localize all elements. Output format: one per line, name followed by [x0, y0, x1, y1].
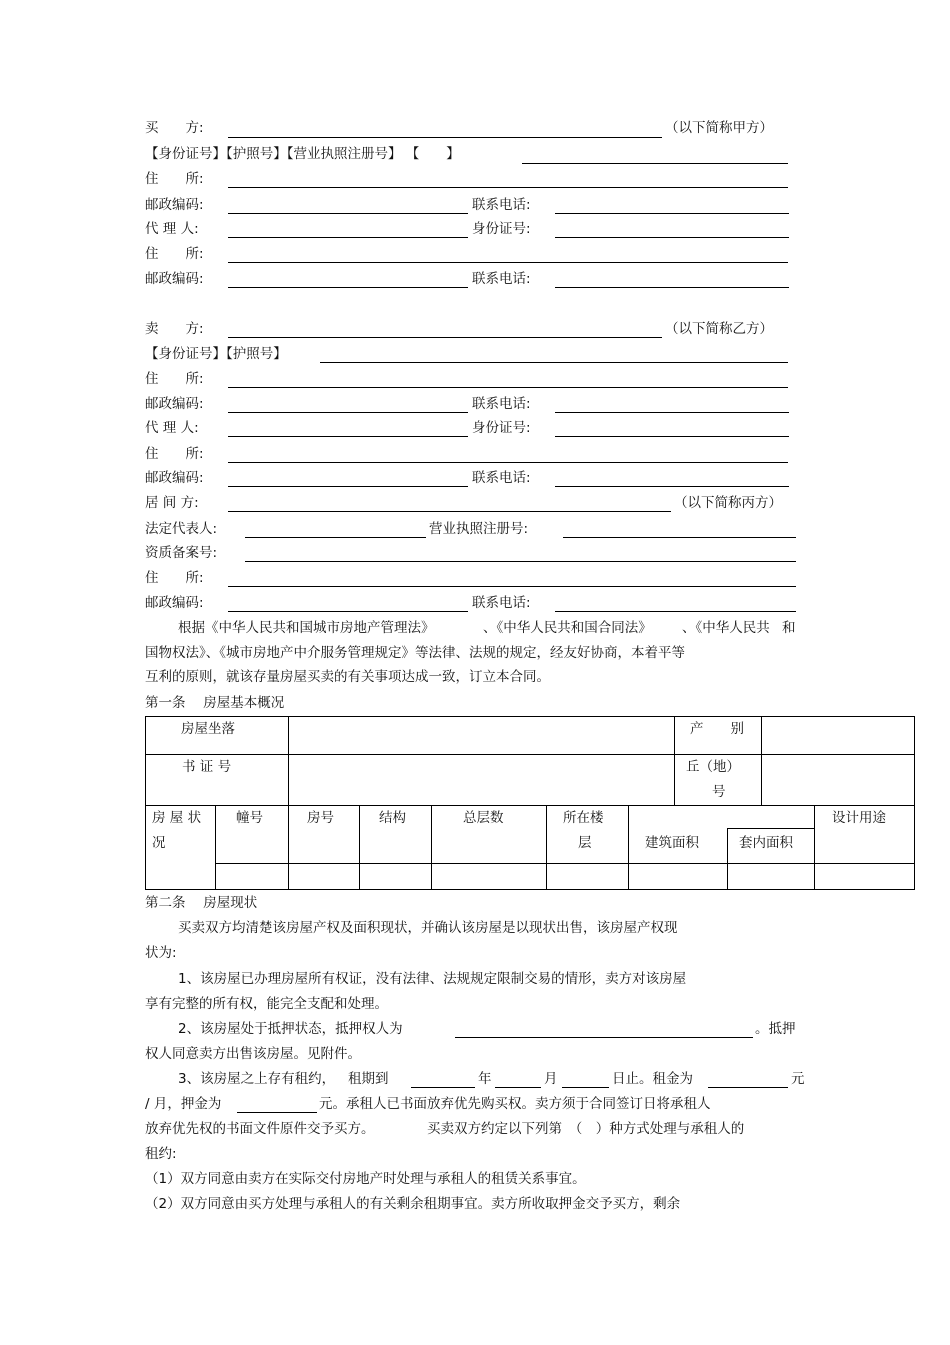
lease-day-field[interactable] [562, 1087, 609, 1088]
broker-license-field[interactable] [563, 537, 796, 538]
col-floor-2: 层 [578, 835, 592, 851]
buyer-agent-id-field[interactable] [555, 237, 789, 238]
mortgagee-field[interactable] [455, 1037, 753, 1038]
article-2-item3-cont-3: 租约: [145, 1146, 177, 1162]
article-2-item2-end: 。抵押 [755, 1021, 796, 1037]
seller-address-label: 住 所: [145, 371, 204, 387]
broker-address-label: 住 所: [145, 570, 204, 586]
buyer-agent-postcode-label: 邮政编码: [145, 271, 204, 287]
seller-agent-address-field[interactable] [228, 462, 788, 463]
article-2-item2-cont: 权人同意卖方出售该房屋。见附件。 [145, 1046, 361, 1062]
buyer-id-field[interactable] [522, 163, 788, 164]
cell-category-value[interactable] [763, 718, 913, 753]
preamble-law-3-end: 和 [782, 620, 796, 636]
buyer-alias: （以下简称甲方） [665, 120, 773, 136]
seller-postcode-field[interactable] [228, 412, 468, 413]
buyer-agent-address-field[interactable] [228, 262, 788, 263]
cell-status-label-2: 况 [152, 835, 166, 851]
seller-phone-label: 联系电话: [472, 396, 531, 412]
broker-phone-label: 联系电话: [472, 595, 531, 611]
buyer-agent-phone-field[interactable] [555, 287, 789, 288]
seller-agent-label: 代 理 人: [145, 420, 199, 436]
broker-label: 居 间 方: [145, 495, 199, 511]
deposit-label: / 月，押金为 [145, 1096, 222, 1112]
month-label: 月 [544, 1071, 558, 1087]
buyer-agent-label: 代 理 人: [145, 221, 199, 237]
buyer-name-field[interactable] [228, 137, 662, 138]
seller-agent-phone-field[interactable] [555, 486, 789, 487]
article-2-p1-cont: 状为: [145, 945, 177, 961]
seller-agent-postcode-label: 邮政编码: [145, 470, 204, 486]
cell-parcel-label: 丘（地） [686, 759, 740, 775]
col-inner-area: 套内面积 [739, 835, 793, 851]
col-design-use: 设计用途 [832, 810, 886, 826]
seller-agent-id-label: 身份证号: [472, 420, 531, 436]
seller-label: 卖 方: [145, 321, 204, 337]
seller-agent-address-label: 住 所: [145, 446, 204, 462]
seller-id-types: 【身份证号】【护照号】 [145, 346, 287, 362]
buyer-postcode-field[interactable] [228, 213, 468, 214]
property-overview-table [145, 716, 915, 890]
option-1: （1）双方同意由卖方在实际交付房地产时处理与承租人的租赁关系事宜。 [145, 1171, 586, 1187]
broker-legal-rep-label: 法定代表人: [145, 521, 218, 537]
article-2-item1: 1、该房屋已办理房屋所有权证，没有法律、法规规定限制交易的情形，卖方对该房屋 [178, 971, 687, 987]
buyer-agent-postcode-field[interactable] [228, 287, 468, 288]
broker-qualification-label: 资质备案号: [145, 545, 218, 561]
seller-postcode-label: 邮政编码: [145, 396, 204, 412]
seller-id-field[interactable] [320, 362, 788, 363]
buyer-agent-id-label: 身份证号: [472, 221, 531, 237]
seller-address-field[interactable] [228, 387, 788, 388]
broker-license-label: 营业执照注册号: [429, 521, 529, 537]
cell-parcel-value[interactable] [763, 756, 913, 804]
seller-name-field[interactable] [228, 337, 662, 338]
col-total-floors: 总层数 [463, 810, 504, 826]
broker-qualification-field[interactable] [245, 561, 796, 562]
seller-agent-id-field[interactable] [555, 436, 789, 437]
broker-name-field[interactable] [228, 511, 671, 512]
lease-year-field[interactable] [411, 1087, 475, 1088]
lease-until-label: 租期到 [348, 1071, 389, 1087]
deposit-field[interactable] [237, 1112, 317, 1113]
broker-address-field[interactable] [228, 586, 796, 587]
preamble-line-2: 国物权法》、《城市房地产中介服务管理规定》等法律、法规的规定，经友好协商，本着平等 [145, 645, 685, 661]
article-2-item3-cont-2: 放弃优先权的书面文件原件交予买方。 [145, 1121, 375, 1137]
article-2-item1-cont: 享有完整的所有权，能完全支配和处理。 [145, 996, 388, 1012]
seller-alias: （以下简称乙方） [665, 321, 773, 337]
seller-agent-phone-label: 联系电话: [472, 470, 531, 486]
buyer-address-field[interactable] [228, 187, 788, 188]
buyer-id-types: 【身份证号】【护照号】【营业执照注册号】 【 】 [145, 146, 460, 162]
cell-cert-value[interactable] [290, 756, 673, 804]
lease-month-field[interactable] [495, 1087, 541, 1088]
seller-agent-postcode-field[interactable] [228, 486, 468, 487]
article-2-item2: 2、该房屋处于抵押状态，抵押权人为 [178, 1021, 403, 1037]
article-2-p1: 买卖双方均清楚该房屋产权及面积现状，并确认该房屋是以现状出售，该房屋产权现 [178, 920, 678, 936]
preamble-line-3: 互利的原则，就该存量房屋买卖的有关事项达成一致，订立本合同。 [145, 669, 550, 685]
preamble-law-2: 、《中华人民共和国合同法》 [483, 620, 652, 636]
buyer-agent-address-label: 住 所: [145, 246, 204, 262]
broker-postcode-field[interactable] [228, 611, 468, 612]
col-structure: 结构 [379, 810, 406, 826]
preamble-law-3: 、《中华人民共 [682, 620, 770, 636]
rent-field[interactable] [708, 1087, 788, 1088]
broker-postcode-label: 邮政编码: [145, 595, 204, 611]
cell-location-label: 房屋坐落 [181, 721, 235, 737]
col-room: 房号 [307, 810, 334, 826]
col-building: 幢号 [236, 810, 263, 826]
col-floor: 所在楼 [563, 810, 604, 826]
yuan-label: 元 [791, 1071, 805, 1087]
buyer-label: 买 方: [145, 120, 204, 136]
broker-phone-field[interactable] [555, 611, 796, 612]
article-2-title: 第二条 房屋现状 [145, 895, 258, 911]
preamble-law-1: 根据《中华人民共和国城市房地产管理法》 [178, 620, 435, 636]
broker-alias: （以下简称丙方） [674, 495, 782, 511]
buyer-phone-label: 联系电话: [472, 197, 531, 213]
cell-category-label: 产 别 [690, 721, 744, 737]
seller-phone-field[interactable] [555, 412, 789, 413]
year-label: 年 [478, 1071, 492, 1087]
broker-legal-rep-field[interactable] [245, 537, 426, 538]
article-2-item3-choice: 买卖双方约定以下列第 （ ）种方式处理与承租人的 [427, 1121, 745, 1137]
seller-agent-field[interactable] [228, 436, 468, 437]
buyer-address-label: 住 所: [145, 171, 204, 187]
article-1-title: 第一条 房屋基本概况 [145, 695, 285, 711]
buyer-postcode-label: 邮政编码: [145, 197, 204, 213]
buyer-agent-phone-label: 联系电话: [472, 271, 531, 287]
option-2: （2）双方同意由买方处理与承租人的有关剩余租期事宜。卖方所收取押金交予买方，剩余 [145, 1196, 681, 1212]
article-2-item3: 3、该房屋之上存有租约， [178, 1071, 336, 1087]
cell-parcel-label-2: 号 [712, 784, 726, 800]
col-build-area: 建筑面积 [645, 835, 699, 851]
cell-location-value[interactable] [290, 718, 673, 753]
cell-status-label: 房 屋 状 [152, 810, 202, 826]
cell-cert-label: 书 证 号 [182, 759, 232, 775]
rent-label: 日止。租金为 [612, 1071, 693, 1087]
buyer-agent-field[interactable] [228, 237, 468, 238]
article-2-item3-cont: 元。承租人已书面放弃优先购买权。卖方须于合同签订日将承租人 [319, 1096, 711, 1112]
buyer-phone-field[interactable] [555, 213, 789, 214]
